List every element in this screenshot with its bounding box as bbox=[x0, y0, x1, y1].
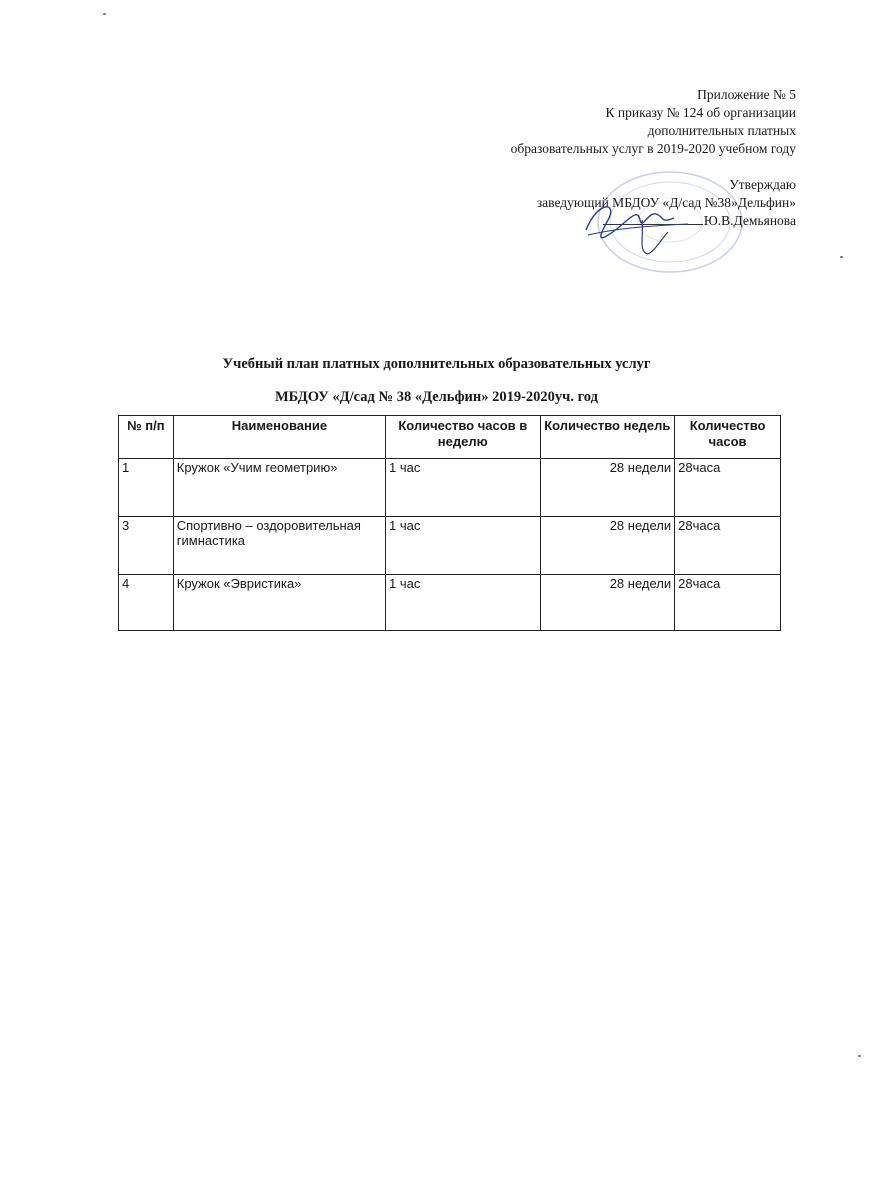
approver-position: заведующий МБДОУ «Д/сад №38»Дельфин» bbox=[536, 195, 796, 210]
row-weeks: 28 недели bbox=[540, 575, 675, 631]
order-subject-line2: образовательных услуг в 2019-2020 учебном году bbox=[510, 141, 796, 156]
table-row bbox=[119, 459, 781, 517]
row-hours-per-week: 1 час bbox=[386, 517, 540, 575]
services-table bbox=[118, 415, 781, 631]
row-num: 1 bbox=[119, 459, 174, 517]
row-hours-total: 28часа bbox=[675, 459, 781, 517]
table-row bbox=[119, 575, 781, 631]
row-num: 3 bbox=[119, 517, 174, 575]
signer-name: Ю.В.Демьянова bbox=[703, 213, 796, 228]
row-hours-per-week: 1 час bbox=[386, 459, 540, 517]
plan-subtitle: МБДОУ «Д/сад № 38 «Дельфин» 2019-2020уч. год bbox=[275, 389, 598, 405]
plan-title: Учебный план платных дополнительных образовательных услуг bbox=[222, 356, 651, 372]
row-weeks: 28 недели bbox=[540, 459, 675, 517]
appendix-header bbox=[376, 86, 796, 158]
row-name: Кружок «Эвристика» bbox=[173, 575, 385, 631]
row-name: Спортивно – оздоровительная гимнастика bbox=[173, 517, 385, 575]
scan-speck bbox=[103, 13, 106, 15]
row-name: Кружок «Учим геометрию» bbox=[173, 459, 385, 517]
row-hours-total: 28часа bbox=[675, 517, 781, 575]
approval-word: Утверждаю bbox=[729, 177, 796, 192]
row-weeks: 28 недели bbox=[540, 517, 675, 575]
header-name: Наименование bbox=[173, 416, 385, 459]
header-hours-total: Количество часов bbox=[675, 416, 781, 459]
row-hours-per-week: 1 час bbox=[386, 575, 540, 631]
order-reference: К приказу № 124 об организации bbox=[605, 105, 796, 120]
table-header-row bbox=[119, 416, 781, 459]
appendix-number: Приложение № 5 bbox=[697, 87, 796, 102]
scan-speck bbox=[840, 256, 843, 258]
row-hours-total: 28часа bbox=[675, 575, 781, 631]
handwritten-signature-icon bbox=[578, 190, 698, 260]
row-num: 4 bbox=[119, 575, 174, 631]
header-num: № п/п bbox=[119, 416, 174, 459]
header-weeks: Количество недель bbox=[540, 416, 675, 459]
table-row bbox=[119, 517, 781, 575]
header-hours-per-week: Количество часов в неделю bbox=[386, 416, 540, 459]
scan-speck bbox=[858, 1055, 861, 1057]
order-subject-line1: дополнительных платных bbox=[647, 123, 796, 138]
